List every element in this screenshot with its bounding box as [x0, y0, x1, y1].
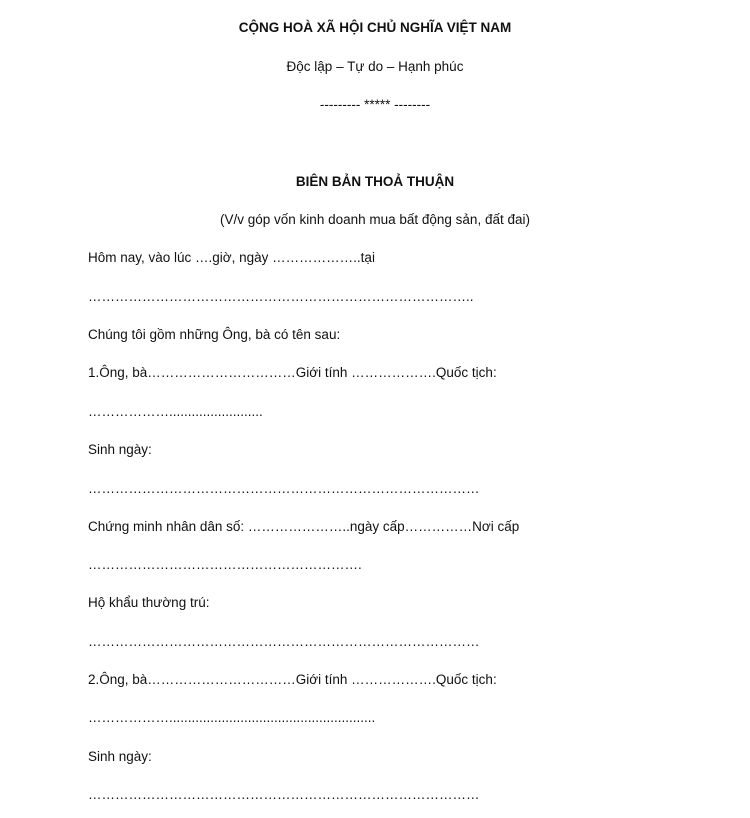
document-title: BIÊN BẢN THOẢ THUẬN: [295, 174, 455, 189]
parties-intro: Chúng tôi gồm những Ông, bà có tên sau:: [88, 327, 341, 342]
country-heading: CỘNG HOÀ XÃ HỘI CHỦ NGHĨA VIỆT NAM: [238, 20, 512, 35]
party-1-id-place-blank: …………………………………………………….: [88, 557, 362, 572]
party-2-birthdate-blank: ……………………………………………………………………………: [88, 787, 480, 802]
party-1-residence-blank: ……………………………………………………………………………: [88, 634, 480, 649]
party-1-name-line: 1.Ông, bà……………………………Giới tính ……………….Quốc tịch:: [88, 365, 497, 380]
party-1-id-line: Chứng minh nhân dân số: …………………..ngày cấp……………Nơi cấp: [88, 519, 520, 534]
party-2-nationality-blank: ……………….......................................................: [88, 710, 376, 725]
meeting-time-line: Hôm nay, vào lúc ….giờ, ngày ………………..tại: [88, 250, 375, 265]
document-subtitle: (V/v góp vốn kinh doanh mua bất động sản, đất đai): [220, 212, 530, 227]
party-1-birthdate-label: Sinh ngày:: [88, 442, 152, 457]
motto: Độc lập – Tự do – Hạnh phúc: [286, 59, 464, 74]
meeting-place-blank: …………………………………………………………………………..: [88, 289, 474, 304]
party-2-name-line: 2.Ông, bà……………………………Giới tính ……………….Quốc tịch:: [88, 672, 497, 687]
party-1-birthdate-blank: ……………………………………………………………………………: [88, 481, 480, 496]
party-1-residence-label: Hộ khẩu thường trú:: [88, 595, 210, 610]
header-separator: --------- ***** --------: [319, 97, 431, 112]
party-2-birthdate-label: Sinh ngày:: [88, 749, 152, 764]
party-1-nationality-blank: ……………….........................: [88, 404, 263, 419]
